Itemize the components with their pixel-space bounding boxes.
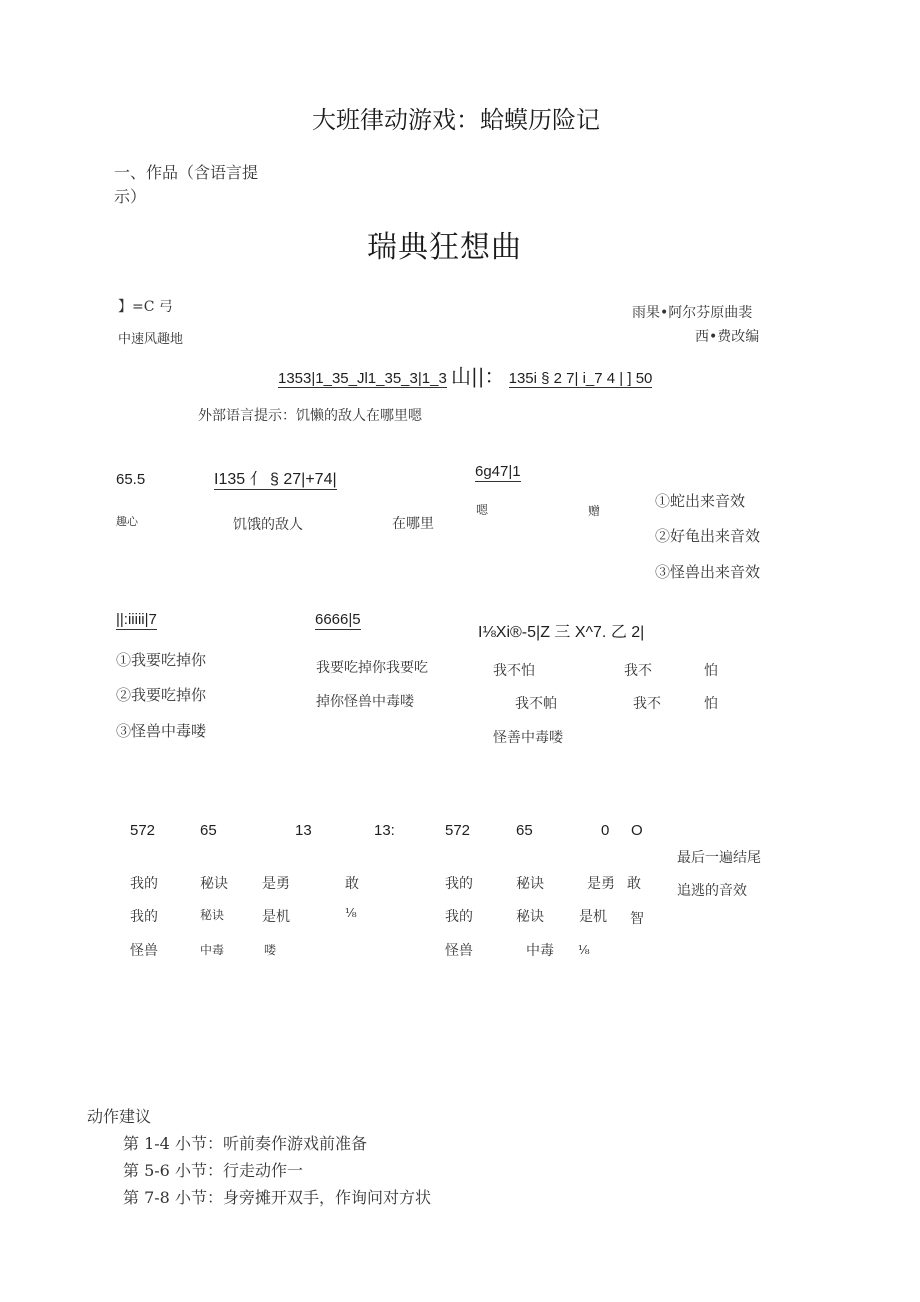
- song-title: 瑞典狂想曲: [367, 230, 522, 265]
- key-signature: 】=C 弓: [118, 299, 173, 315]
- row3-line-b1: 我要吃掉你我要吃: [316, 660, 428, 676]
- row3-notation-2: 6666|5: [315, 611, 361, 628]
- row4-lyric3-1: 怪兽: [130, 943, 158, 959]
- row3-line-c6: 怕: [704, 696, 718, 712]
- row2-lyric-4: 嗯: [476, 503, 489, 517]
- row4-lyric2-5: 我的: [445, 909, 473, 925]
- row4-note-5: 572: [445, 822, 471, 839]
- row4-lyric1-3: 是勇: [262, 876, 290, 892]
- row2-notation-1: 65.5: [116, 471, 146, 488]
- row4-note-7: 0: [601, 822, 610, 839]
- row4-lyric1-4: 敢: [345, 876, 359, 892]
- row4-lyric3-5: 中毒: [526, 943, 554, 959]
- row3-line-c4: 我不帕: [515, 696, 557, 712]
- row3-line-c5: 我不: [633, 696, 661, 712]
- row4-lyric2-6: 秘诀: [516, 909, 544, 925]
- row4-lyric1-6: 秘诀: [516, 876, 544, 892]
- row4-lyric3-6: ⅛: [578, 943, 590, 957]
- ending-note-2: 追逃的音效: [677, 883, 747, 899]
- sound-effect-3: ③怪兽出来音效: [655, 563, 761, 581]
- sound-effect-2: ②好龟出来音效: [655, 527, 761, 545]
- row4-note-3: 13: [295, 822, 312, 839]
- actions-heading: 动作建议: [87, 1107, 152, 1126]
- row3-notation-1: ||:iiiii|7: [116, 611, 157, 628]
- action-item: 第 7-8 小节：身旁摊开双手，作询问对方状: [123, 1188, 431, 1207]
- row4-note-6: 65: [516, 822, 533, 839]
- row4-lyric2-4: ⅛: [345, 906, 357, 920]
- row3-line-c7: 怪善中毒喽: [493, 730, 563, 746]
- ending-note-1: 最后一遍结尾: [677, 850, 761, 866]
- row4-lyric1-1: 我的: [130, 876, 158, 892]
- row2-lyric-1: 趣心: [116, 515, 138, 528]
- language-prompt: 外部语言提示：饥懒的敌人在哪里嗯: [198, 408, 422, 424]
- row4-lyric3-2: 中毒: [200, 943, 225, 957]
- tempo-marking: 中速风趣地: [118, 332, 184, 347]
- page-title: 大班律动游戏：蛤蟆历险记: [312, 106, 600, 134]
- row3-line-a1: ①我要吃掉你: [116, 651, 207, 669]
- row3-line-c2: 我不: [624, 663, 652, 679]
- arranger-credit: 西•费改编: [695, 329, 760, 345]
- row4-lyric1-5: 我的: [445, 876, 473, 892]
- row2-lyric-2: 饥饿的敌人: [233, 517, 303, 533]
- section-heading-line1: 一、作品（含语言提: [114, 163, 259, 182]
- row3-line-a2: ②我要吃掉你: [116, 686, 207, 704]
- score-line-1-part-e: | i_7 4 | ] 50: [574, 370, 653, 387]
- composer-credit: 雨果•阿尔芬原曲裴: [632, 305, 753, 321]
- row2-lyric-3: 在哪里: [392, 516, 434, 532]
- row4-lyric2-1: 我的: [130, 909, 158, 925]
- score-line-1-part-b: 山||：: [450, 364, 505, 388]
- row3-line-a3: ③怪兽中毒喽: [116, 722, 207, 740]
- action-item: 第 5-6 小节：行走动作一: [123, 1161, 303, 1180]
- action-item: 第 1-4 小节：听前奏作游戏前准备: [123, 1134, 367, 1153]
- row3-line-b2: 掉你怪兽中毒喽: [316, 694, 414, 710]
- score-line-1-part-d: i § 2 7: [533, 370, 575, 387]
- score-line-1-part-c: 135: [508, 370, 534, 387]
- row4-lyric1-7: 是勇: [587, 876, 615, 892]
- row2-lyric-5: 赠: [588, 504, 601, 518]
- row4-lyric2-8: 智: [630, 911, 644, 927]
- row4-lyric3-4: 怪兽: [445, 943, 473, 959]
- row4-note-1: 572: [130, 822, 156, 839]
- score-line-1: [278, 360, 652, 389]
- score-line-1-part-a: 1353|1_35_Jl1_35_3|1_3: [278, 370, 447, 387]
- row4-lyric3-3: 喽: [264, 943, 277, 957]
- row3-line-c3: 怕: [704, 663, 718, 679]
- row4-note-2: 65: [200, 822, 217, 839]
- row4-note-4: 13:: [374, 822, 395, 839]
- row4-lyric2-2: 秘诀: [200, 908, 225, 922]
- row4-note-8: O: [631, 822, 643, 839]
- row2-notation-3: 6g47|1: [475, 463, 521, 480]
- row4-lyric2-7: 是机: [579, 909, 607, 925]
- row4-lyric1-2: 秘诀: [200, 876, 228, 892]
- sound-effect-1: ①蛇出来音效: [655, 492, 746, 510]
- row3-notation-3: I⅛Xi®-5|Z 三 X^7. 乙 2|: [478, 624, 645, 641]
- section-heading-line2: 示）: [114, 187, 147, 206]
- row2-notation-2: I135 亻 § 27|+74|: [214, 471, 337, 488]
- row4-lyric1-8: 敢: [627, 876, 641, 892]
- row3-line-c1: 我不怕: [493, 663, 535, 679]
- row4-lyric2-3: 是机: [262, 909, 290, 925]
